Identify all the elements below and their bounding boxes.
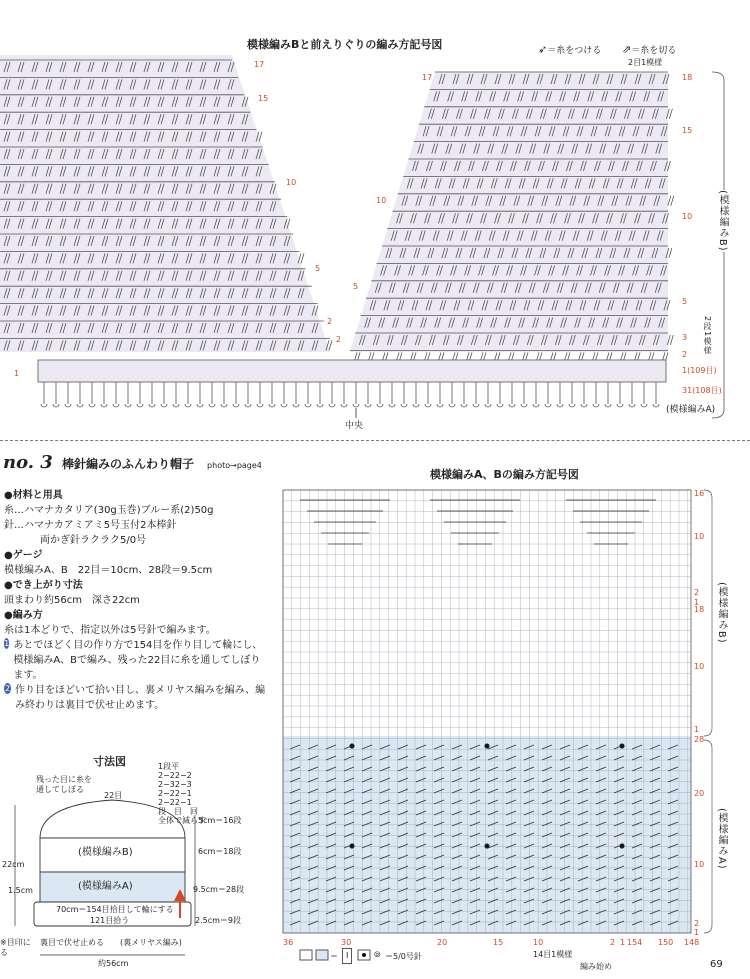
col-150: 150	[658, 938, 674, 947]
legend-cut: ⇗＝糸を切る	[622, 43, 677, 56]
top-bracket-b: (模様編みB)	[717, 190, 728, 252]
diagram-m6: 6cm＝18段	[198, 847, 242, 856]
left-row-17: 17	[254, 60, 265, 69]
legend-box: I	[342, 948, 352, 964]
right-row-5: 5	[682, 297, 688, 306]
mid-row-5: 5	[353, 282, 359, 291]
ab-row-1c: 1	[694, 928, 700, 937]
top-chart-title: 模様編みBと前えりぐりの編み方記号図	[247, 38, 443, 51]
col-36: 36	[283, 938, 294, 947]
step-1: 1 あとでほどく目の作り方で154目を作り目して輪にし、模様編みA、Bで編み、残った22目に糸を通してしぼります。	[4, 639, 263, 681]
legend-eq2: ＝5/0号針	[385, 952, 422, 961]
diagram-m5: 5cm＝16段	[198, 816, 242, 825]
right-row-31-108: 31(108目)	[682, 386, 722, 395]
gauge-text: 模様編みA、B 22目＝10cm、28段＝9.5cm	[4, 565, 213, 576]
right-row-3: 3	[682, 333, 688, 342]
ab-bracket-b: (模様編みB)	[716, 582, 727, 644]
ab-row-10: 10	[694, 532, 705, 541]
dot-mark	[620, 744, 624, 748]
diagram-bind: 裏目で伏せ止める	[40, 938, 104, 947]
ab-row-2b: 2	[694, 919, 700, 928]
col-148: 148	[684, 938, 700, 947]
left-row-5: 5	[315, 264, 321, 273]
col-154: 154	[627, 938, 643, 947]
material-line: 糸…ハマナカタリア(30g玉巻)ブルー系(2)50g	[4, 505, 214, 516]
right-row-1-109: 1(109目)	[682, 366, 717, 375]
ab-bracket-a: (模様編みA)	[716, 808, 727, 870]
legend-eq2-icon: ⦾	[374, 950, 381, 959]
diagram-h22: 22cm	[2, 860, 25, 869]
dot-mark	[350, 744, 354, 748]
top-bracket-a: (模様編みA)	[666, 405, 716, 415]
material-line: 針…ハマナカアミアミ5号玉付2本棒針	[4, 520, 177, 531]
col-10: 10	[533, 938, 544, 947]
diagram-m95: 9.5cm＝28段	[193, 885, 245, 894]
diagram-total: 約56cm	[98, 959, 129, 968]
col-1: 1	[620, 938, 626, 947]
ab-row-16: 16	[694, 489, 705, 498]
col-30: 30	[341, 938, 352, 947]
legend-eq1: ＝	[330, 952, 338, 961]
method-intro: 糸は1本どりで、指定以外は5号針で編みます。	[4, 625, 216, 636]
photo-ref: photo→page4	[207, 461, 262, 470]
mid-row-2: 2	[336, 335, 342, 344]
diagram-label-a: (模様編みA)	[78, 881, 133, 892]
article-number: no. 3	[3, 452, 53, 473]
col-20: 20	[437, 938, 448, 947]
top-bracket-2dan: 2段1模様	[703, 316, 712, 356]
chart-bottom-note: 14目1模様	[533, 950, 573, 959]
step-2: 2 作り目をほどいて拾い目し、裏メリヤス編みを編み、編み終わりは裏目で伏せ止めます。	[4, 684, 266, 711]
ab-row-2: 2	[694, 588, 700, 597]
mid-row-17: 17	[422, 73, 433, 82]
ab-row-10b: 10	[694, 662, 705, 671]
dot-mark	[620, 844, 624, 848]
diagram-note-top: 残った目に糸を通してしぼる	[36, 775, 92, 794]
left-row-1: 1	[14, 369, 20, 378]
left-row-2: 2	[327, 317, 333, 326]
mid-row-10: 10	[376, 196, 387, 205]
dot-mark	[485, 744, 489, 748]
diagram-h15: 1.5cm	[8, 886, 33, 895]
right-row-2: 2	[682, 350, 688, 359]
diagram-pick: 70cm＝154目拾目して輪にする	[56, 905, 174, 914]
chart-bottom-note2: 編み始め	[580, 962, 612, 971]
gauge-heading: ●ゲージ	[4, 550, 43, 561]
article-title: 棒針編みのふんわり帽子	[61, 457, 194, 471]
diagram-label-b: (模様編みB)	[78, 847, 133, 858]
right-row-10: 10	[682, 212, 693, 221]
dot-mark	[485, 844, 489, 848]
center-label: 中央	[345, 421, 364, 431]
diagram-rev: (裏メリヤス編み)	[120, 938, 182, 947]
ab-row-28: 28	[694, 735, 705, 744]
size-heading: ●でき上がり寸法	[4, 580, 83, 591]
diagram-22: 22目	[104, 791, 123, 800]
dot-mark	[350, 844, 354, 848]
method-heading: ●編み方	[4, 610, 43, 621]
ab-row-1: 1	[694, 598, 700, 607]
col-15: 15	[493, 938, 504, 947]
material-line: 両かぎ針ラクラク5/0号	[40, 535, 147, 546]
col-2: 2	[610, 938, 616, 947]
page-number: 69	[710, 959, 723, 970]
right-row-18: 18	[682, 73, 693, 82]
diagram-left-note: ※目印に	[0, 938, 31, 947]
right-row-15: 15	[682, 126, 693, 135]
left-row-10: 10	[286, 178, 297, 187]
left-row-15: 15	[258, 94, 269, 103]
step-1-marker: 1	[4, 639, 10, 648]
step-2-marker: 2	[4, 684, 11, 693]
size-text: 頭まわり約56cm 深さ22cm	[4, 595, 140, 606]
decrease-table: 1段平 2−22−2 2−32−3 2−22−1 2−22−1 段 目 回 全体で減らす	[158, 762, 206, 825]
two-stitch-note: 2目1模様	[628, 58, 663, 67]
attach-icon: ➶	[538, 43, 548, 56]
diagram-title: 寸法図	[93, 755, 126, 768]
ab-row-1b: 1	[694, 725, 700, 734]
ab-row-18: 18	[694, 605, 705, 614]
ab-row-20: 20	[694, 789, 705, 798]
diagram-121: 121目拾う	[90, 916, 130, 925]
ab-row-10c: 10	[694, 860, 705, 869]
materials-heading: ●材料と用具	[4, 490, 63, 501]
legend-attach: ➶＝糸をつける	[538, 43, 602, 56]
cut-icon: ⇗	[622, 43, 632, 56]
chart-ab-title: 模様編みA、Bの編み方記号図	[430, 468, 579, 481]
diagram-m25: 2.5cm＝9段	[195, 916, 242, 925]
diagram-left-note2: る	[0, 948, 8, 957]
